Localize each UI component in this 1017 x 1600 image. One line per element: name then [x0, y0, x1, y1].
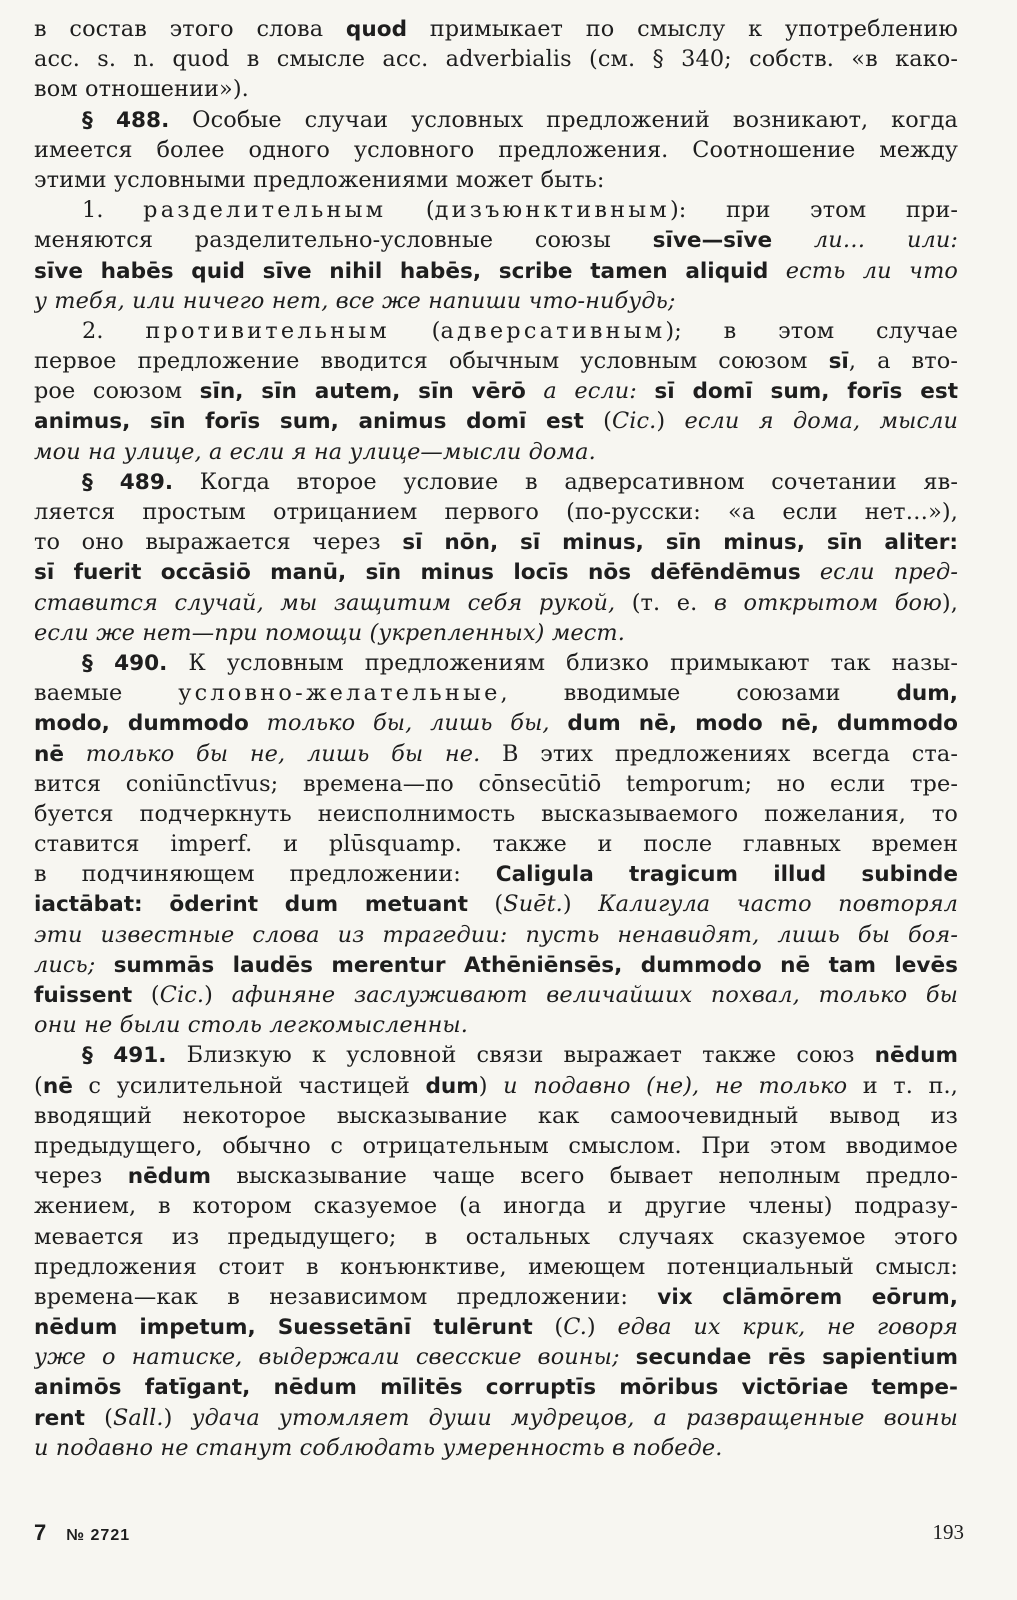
text-line: у тебя, или ничего нет, все же напиши что-нибудь; [34, 287, 676, 314]
text-line: ставится imperf. и plūsquamp. также и после главных времен [34, 831, 958, 858]
text-line: acc. s. n. quod в смысле acc. adverbialis (см. § 340; собств. «в како- [34, 46, 958, 73]
page-footer [34, 1520, 964, 1550]
text-line: и подавно не станут соблюдать умеренность в победе. [34, 1434, 723, 1461]
text-line: жением, в котором сказуемое (а иногда и другие члены) подразу- [34, 1193, 958, 1220]
text-line: animus, sīn forīs sum, animus domī est (Cic.) если я дома, мысли [34, 408, 958, 435]
text-line: вится coniūnctīvus; времена—по cōnsecūtiō temporum; но если тре- [34, 770, 958, 797]
text-line: уже о натиске, выдержали свесские воины; secundae rēs sapientium [34, 1344, 958, 1371]
text-line: буется подчеркнуть неисполнимость высказываемого пожелания, то [34, 800, 958, 827]
text-line: iactābat: ōderint dum metuant (Suēt.) Калигула часто повторял [34, 891, 958, 918]
document-page [34, 14, 958, 1463]
text-line: ваемые условно-желательные, вводимые союзами dum, [34, 680, 958, 707]
text-line: sī fuerit occāsiō manū, sīn minus locīs nōs dēfēndēmus если пред- [34, 559, 958, 586]
text-line: эти известные слова из трагедии: пусть ненавидят, лишь бы боя- [34, 921, 958, 948]
text-line: animōs fatīgant, nēdum mīlitēs corruptīs mōribus victōriae tempe- [34, 1375, 958, 1401]
text-line: времена—как в независимом предложении: vix clāmōrem eōrum, [34, 1283, 958, 1310]
text-line: предложения стоит в конъюнктиве, имеющем потенциальный смысл: [34, 1253, 958, 1280]
text-line: sīve habēs quid sīve nihil habēs, scribe tamen aliquid есть ли что [34, 257, 958, 284]
text-line: мои на улице, а если я на улице—мысли дома. [34, 438, 596, 465]
text-line: лись; summās laudēs merentur Athēniēnsēs, dummodo nē tam levēs [34, 951, 958, 978]
text-line: ставится случай, мы защитим себя рукой, (т. е. в открытом бою), [34, 589, 958, 616]
text-line: мевается из предыдущего; в остальных случаях сказуемое этого [34, 1223, 958, 1250]
text-line: rent (Sall.) удача утомляет души мудрецов, а развращенные воины [34, 1404, 958, 1431]
text-line: предыдущего, обычно с отрицательным смыслом. При этом вводимое [34, 1132, 958, 1159]
list-item: 2. противительным (адверсативным); в этом случае [82, 317, 958, 344]
paragraph-488: § 488. Особые случаи условных предложений возникают, когда [82, 106, 958, 133]
text-line: вводящий некоторое высказывание как самоочевидный вывод из [34, 1102, 958, 1129]
text-line: они не были столь легкомысленны. [34, 1012, 468, 1039]
text-line: в подчиняющем предложении: Caligula tragicum illud subinde [34, 861, 958, 888]
text-line: если же нет—при помощи (укрепленных) мест. [34, 619, 625, 646]
page-number: 193 [932, 1520, 964, 1544]
text-line: в состав этого слова quod примыкает по смыслу к употреблению [34, 16, 958, 42]
paragraph-491: § 491. Близкую к условной связи выражает также союз nēdum [82, 1042, 958, 1069]
paragraph-489: § 489. Когда второе условие в адверсативном сочетании яв- [82, 468, 958, 495]
text-line: nē только бы не, лишь бы не. В этих предложениях всегда ста- [34, 740, 958, 767]
text-line: этими условными предложениями может быть: [34, 166, 605, 193]
printer-signature [34, 1520, 130, 1546]
text-line: то оно выражается через sī nōn, sī minus, sīn minus, sīn aliter: [34, 529, 958, 556]
text-line: ляется простым отрицанием первого (по-русски: «а если нет…»), [34, 499, 958, 525]
paragraph-490: § 490. К условным предложениям близко примыкают так назы- [82, 649, 958, 676]
text-line: рое союзом sīn, sīn autem, sīn vērō а если: sī domī sum, forīs est [34, 378, 958, 405]
signature-mark: 7 [34, 1520, 47, 1545]
text-line: имеется более одного условного предложения. Соотношение между [34, 136, 958, 163]
text-line: через nēdum высказывание чаще всего бывает неполным предло- [34, 1163, 958, 1190]
list-item: 1. разделительным (дизъюнктивным): при этом при- [82, 197, 958, 224]
text-line: nēdum impetum, Suessetānī tulērunt (C.) едва их крик, не говоря [34, 1314, 958, 1341]
order-number: № 2721 [66, 1527, 131, 1544]
text-line: modo, dummodo только бы, лишь бы, dum nē, modo nē, dummodo [34, 710, 958, 737]
text-line: меняются разделительно-условные союзы sīve—sīve ли… или: [34, 227, 958, 254]
text-line: первое предложение вводится обычным условным союзом sī, а вто- [34, 348, 958, 375]
text-line: вом отношении»). [34, 76, 249, 103]
text-line: fuissent (Cic.) афиняне заслуживают величайших похвал, только бы [34, 982, 958, 1008]
text-line: (nē с усилительной частицей dum) и подавно (не), не только и т. п., [34, 1072, 958, 1099]
